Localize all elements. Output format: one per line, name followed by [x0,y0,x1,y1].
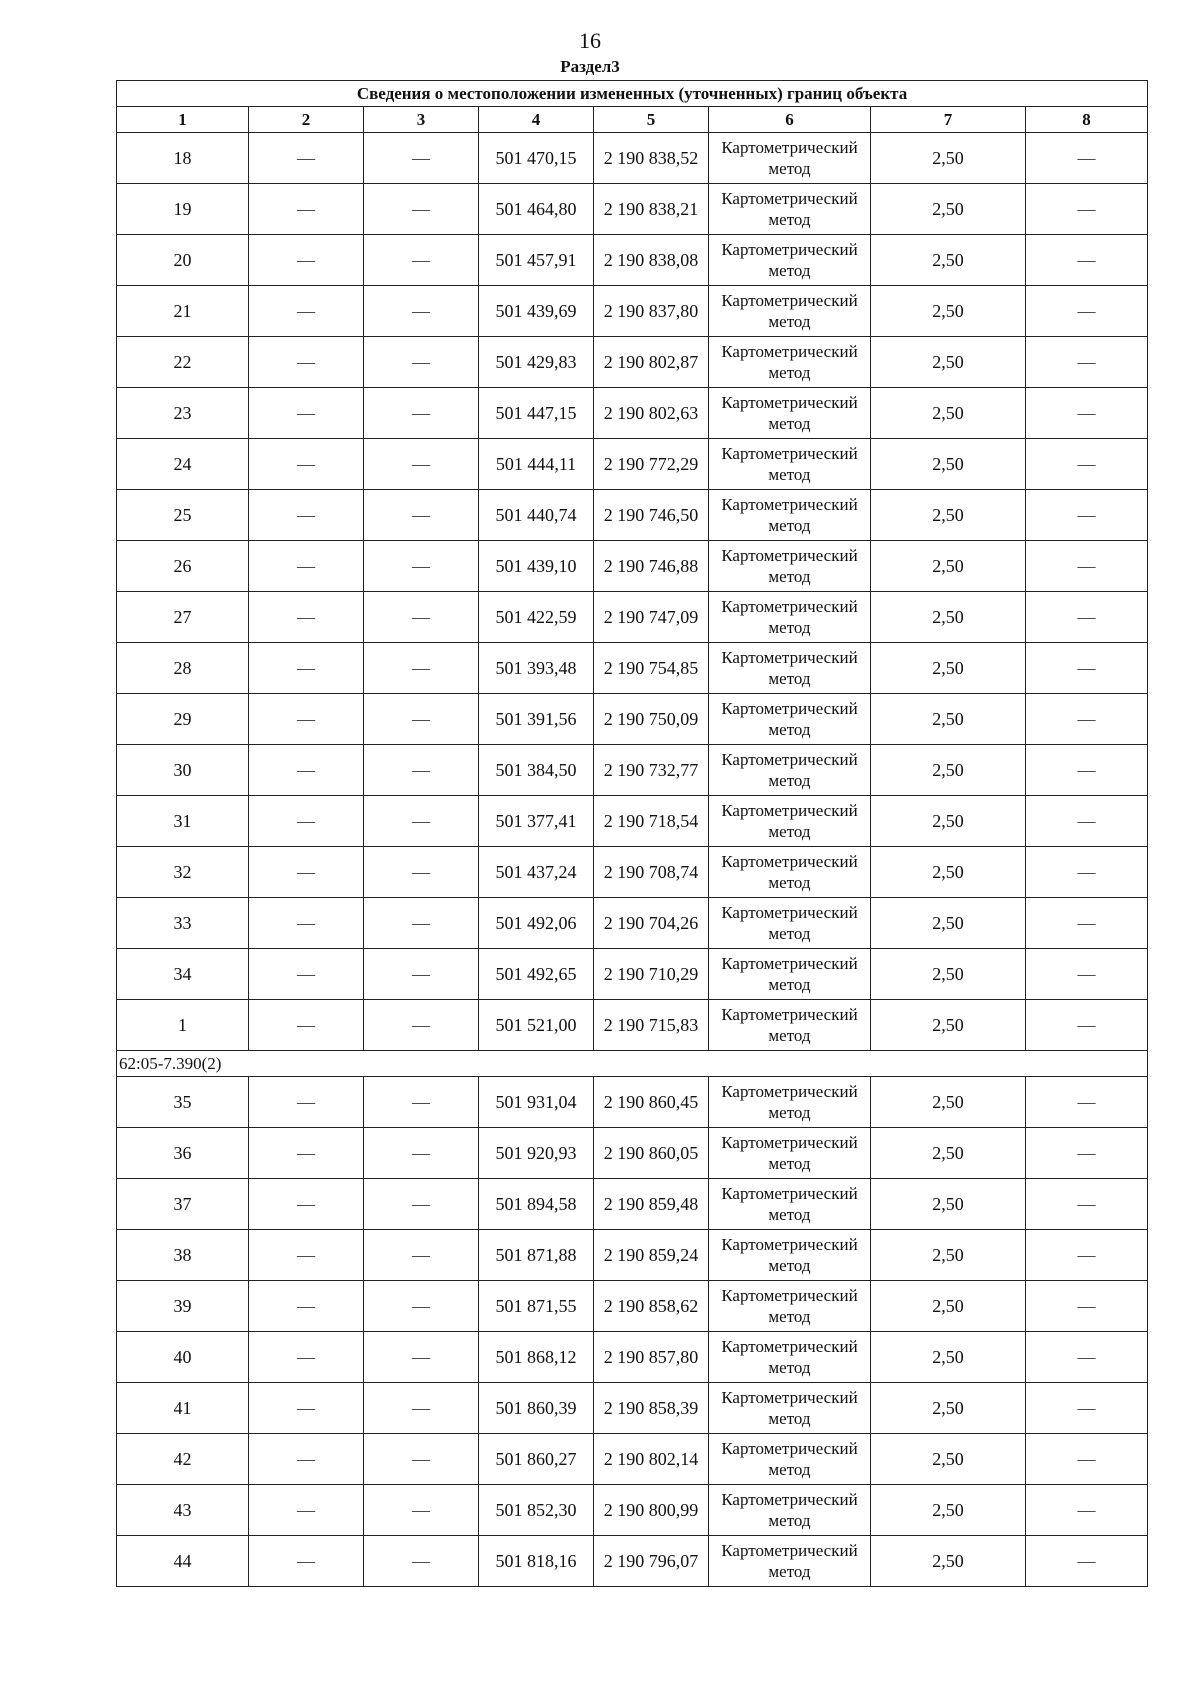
point-number: 22 [117,337,249,388]
x-coordinate: 501 868,12 [479,1332,594,1383]
y-coordinate: 2 190 859,48 [594,1179,709,1230]
accuracy-value: 2,50 [871,184,1026,235]
empty-dash: — [1026,1434,1148,1485]
empty-dash: — [364,439,479,490]
empty-dash: — [249,643,364,694]
accuracy-value: 2,50 [871,847,1026,898]
empty-dash: — [364,490,479,541]
method-cell: Картометрический метод [709,1077,871,1128]
column-number: 5 [594,107,709,133]
table-row [117,235,1148,286]
empty-dash: — [249,1485,364,1536]
empty-dash: — [249,1179,364,1230]
empty-dash: — [364,235,479,286]
point-number: 33 [117,898,249,949]
table-body [117,133,1148,1587]
table-row [117,1536,1148,1587]
empty-dash: — [364,1383,479,1434]
table-row [117,1230,1148,1281]
y-coordinate: 2 190 838,21 [594,184,709,235]
point-number: 39 [117,1281,249,1332]
column-number: 1 [117,107,249,133]
y-coordinate: 2 190 715,83 [594,1000,709,1051]
empty-dash: — [1026,541,1148,592]
point-number: 40 [117,1332,249,1383]
empty-dash: — [1026,898,1148,949]
empty-dash: — [1026,1000,1148,1051]
empty-dash: — [1026,1281,1148,1332]
y-coordinate: 2 190 838,52 [594,133,709,184]
y-coordinate: 2 190 859,24 [594,1230,709,1281]
x-coordinate: 501 422,59 [479,592,594,643]
y-coordinate: 2 190 754,85 [594,643,709,694]
y-coordinate: 2 190 860,45 [594,1077,709,1128]
y-coordinate: 2 190 858,39 [594,1383,709,1434]
x-coordinate: 501 440,74 [479,490,594,541]
table-row [117,184,1148,235]
table-row [117,337,1148,388]
table-row [117,439,1148,490]
accuracy-value: 2,50 [871,490,1026,541]
method-cell: Картометрический метод [709,1179,871,1230]
method-cell: Картометрический метод [709,847,871,898]
empty-dash: — [1026,1536,1148,1587]
point-number: 25 [117,490,249,541]
empty-dash: — [364,133,479,184]
accuracy-value: 2,50 [871,949,1026,1000]
empty-dash: — [249,898,364,949]
table-row [117,1128,1148,1179]
point-number: 38 [117,1230,249,1281]
method-cell: Картометрический метод [709,1434,871,1485]
accuracy-value: 2,50 [871,1332,1026,1383]
empty-dash: — [249,1434,364,1485]
empty-dash: — [364,1434,479,1485]
point-number: 26 [117,541,249,592]
empty-dash: — [249,1000,364,1051]
table-row [117,643,1148,694]
empty-dash: — [249,184,364,235]
accuracy-value: 2,50 [871,694,1026,745]
y-coordinate: 2 190 802,63 [594,388,709,439]
method-cell: Картометрический метод [709,949,871,1000]
y-coordinate: 2 190 704,26 [594,898,709,949]
table-row [117,490,1148,541]
empty-dash: — [364,1077,479,1128]
y-coordinate: 2 190 796,07 [594,1536,709,1587]
point-number: 34 [117,949,249,1000]
empty-dash: — [364,1179,479,1230]
x-coordinate: 501 818,16 [479,1536,594,1587]
y-coordinate: 2 190 802,14 [594,1434,709,1485]
point-number: 36 [117,1128,249,1179]
table-row [117,388,1148,439]
empty-dash: — [249,286,364,337]
method-cell: Картометрический метод [709,592,871,643]
y-coordinate: 2 190 800,99 [594,1485,709,1536]
x-coordinate: 501 521,00 [479,1000,594,1051]
parcel-group-label: 62:05-7.390(2) [117,1051,1148,1077]
accuracy-value: 2,50 [871,235,1026,286]
accuracy-value: 2,50 [871,1536,1026,1587]
table-row [117,1000,1148,1051]
empty-dash: — [249,847,364,898]
method-cell: Картометрический метод [709,898,871,949]
empty-dash: — [364,949,479,1000]
point-number: 21 [117,286,249,337]
empty-dash: — [1026,847,1148,898]
x-coordinate: 501 437,24 [479,847,594,898]
method-cell: Картометрический метод [709,745,871,796]
empty-dash: — [249,1077,364,1128]
accuracy-value: 2,50 [871,1485,1026,1536]
empty-dash: — [1026,1230,1148,1281]
empty-dash: — [1026,1128,1148,1179]
y-coordinate: 2 190 708,74 [594,847,709,898]
accuracy-value: 2,50 [871,796,1026,847]
empty-dash: — [364,337,479,388]
section-title: Раздел3 [560,57,620,76]
accuracy-value: 2,50 [871,1077,1026,1128]
method-cell: Картометрический метод [709,388,871,439]
table-row [117,847,1148,898]
empty-dash: — [364,592,479,643]
accuracy-value: 2,50 [871,898,1026,949]
empty-dash: — [249,1281,364,1332]
table-row [117,592,1148,643]
method-cell: Картометрический метод [709,337,871,388]
accuracy-value: 2,50 [871,286,1026,337]
column-number: 8 [1026,107,1148,133]
empty-dash: — [1026,439,1148,490]
empty-dash: — [249,1128,364,1179]
y-coordinate: 2 190 750,09 [594,694,709,745]
empty-dash: — [249,745,364,796]
y-coordinate: 2 190 838,08 [594,235,709,286]
y-coordinate: 2 190 802,87 [594,337,709,388]
point-number: 43 [117,1485,249,1536]
x-coordinate: 501 384,50 [479,745,594,796]
empty-dash: — [1026,796,1148,847]
table-row [117,1332,1148,1383]
empty-dash: — [1026,133,1148,184]
x-coordinate: 501 393,48 [479,643,594,694]
empty-dash: — [249,1332,364,1383]
empty-dash: — [1026,184,1148,235]
y-coordinate: 2 190 857,80 [594,1332,709,1383]
column-number: 7 [871,107,1026,133]
y-coordinate: 2 190 747,09 [594,592,709,643]
empty-dash: — [1026,337,1148,388]
table-row [117,541,1148,592]
x-coordinate: 501 470,15 [479,133,594,184]
page-number: 16 [579,28,601,53]
point-number: 24 [117,439,249,490]
empty-dash: — [249,796,364,847]
accuracy-value: 2,50 [871,592,1026,643]
x-coordinate: 501 860,27 [479,1434,594,1485]
empty-dash: — [364,1536,479,1587]
x-coordinate: 501 871,88 [479,1230,594,1281]
point-number: 19 [117,184,249,235]
empty-dash: — [1026,1383,1148,1434]
y-coordinate: 2 190 860,05 [594,1128,709,1179]
empty-dash: — [364,184,479,235]
empty-dash: — [249,388,364,439]
empty-dash: — [364,745,479,796]
accuracy-value: 2,50 [871,1383,1026,1434]
point-number: 41 [117,1383,249,1434]
point-number: 42 [117,1434,249,1485]
column-number: 3 [364,107,479,133]
point-number: 18 [117,133,249,184]
point-number: 31 [117,796,249,847]
empty-dash: — [1026,643,1148,694]
point-number: 30 [117,745,249,796]
parcel-group-row [117,1051,1148,1077]
empty-dash: — [364,694,479,745]
y-coordinate: 2 190 837,80 [594,286,709,337]
empty-dash: — [1026,235,1148,286]
empty-dash: — [249,439,364,490]
empty-dash: — [249,694,364,745]
method-cell: Картометрический метод [709,286,871,337]
table-row [117,694,1148,745]
point-number: 28 [117,643,249,694]
point-number: 23 [117,388,249,439]
accuracy-value: 2,50 [871,133,1026,184]
method-cell: Картометрический метод [709,1128,871,1179]
empty-dash: — [364,1485,479,1536]
x-coordinate: 501 492,65 [479,949,594,1000]
y-coordinate: 2 190 858,62 [594,1281,709,1332]
empty-dash: — [1026,1077,1148,1128]
method-cell: Картометрический метод [709,796,871,847]
y-coordinate: 2 190 746,50 [594,490,709,541]
y-coordinate: 2 190 732,77 [594,745,709,796]
boundary-coordinates-table [116,80,1148,1587]
empty-dash: — [249,235,364,286]
column-number: 4 [479,107,594,133]
table-row [117,898,1148,949]
empty-dash: — [364,643,479,694]
x-coordinate: 501 871,55 [479,1281,594,1332]
method-cell: Картометрический метод [709,1281,871,1332]
point-number: 27 [117,592,249,643]
method-cell: Картометрический метод [709,184,871,235]
x-coordinate: 501 464,80 [479,184,594,235]
x-coordinate: 501 439,69 [479,286,594,337]
empty-dash: — [364,847,479,898]
accuracy-value: 2,50 [871,541,1026,592]
y-coordinate: 2 190 746,88 [594,541,709,592]
y-coordinate: 2 190 710,29 [594,949,709,1000]
y-coordinate: 2 190 772,29 [594,439,709,490]
table-title: Сведения о местоположении измененных (уточненных) границ объекта [117,81,1148,107]
empty-dash: — [249,592,364,643]
empty-dash: — [364,1281,479,1332]
empty-dash: — [364,1000,479,1051]
accuracy-value: 2,50 [871,1179,1026,1230]
empty-dash: — [249,490,364,541]
point-number: 32 [117,847,249,898]
method-cell: Картометрический метод [709,1536,871,1587]
point-number: 35 [117,1077,249,1128]
empty-dash: — [249,1383,364,1434]
point-number: 44 [117,1536,249,1587]
x-coordinate: 501 444,11 [479,439,594,490]
table-row [117,133,1148,184]
empty-dash: — [249,1230,364,1281]
method-cell: Картометрический метод [709,1383,871,1434]
x-coordinate: 501 457,91 [479,235,594,286]
empty-dash: — [1026,592,1148,643]
empty-dash: — [364,388,479,439]
table-row [117,745,1148,796]
accuracy-value: 2,50 [871,643,1026,694]
table-row [117,1179,1148,1230]
point-number: 37 [117,1179,249,1230]
table-row [117,1383,1148,1434]
accuracy-value: 2,50 [871,1128,1026,1179]
empty-dash: — [1026,949,1148,1000]
empty-dash: — [364,286,479,337]
accuracy-value: 2,50 [871,1434,1026,1485]
empty-dash: — [1026,286,1148,337]
empty-dash: — [249,949,364,1000]
x-coordinate: 501 377,41 [479,796,594,847]
table-row [117,286,1148,337]
accuracy-value: 2,50 [871,388,1026,439]
method-cell: Картометрический метод [709,235,871,286]
method-cell: Картометрический метод [709,541,871,592]
table-row [117,949,1148,1000]
empty-dash: — [364,1230,479,1281]
empty-dash: — [364,541,479,592]
x-coordinate: 501 931,04 [479,1077,594,1128]
x-coordinate: 501 894,58 [479,1179,594,1230]
method-cell: Картометрический метод [709,1000,871,1051]
table-row [117,1077,1148,1128]
table-row [117,796,1148,847]
x-coordinate: 501 429,83 [479,337,594,388]
table-row [117,1485,1148,1536]
accuracy-value: 2,50 [871,1000,1026,1051]
empty-dash: — [1026,745,1148,796]
point-number: 1 [117,1000,249,1051]
method-cell: Картометрический метод [709,133,871,184]
x-coordinate: 501 447,15 [479,388,594,439]
point-number: 29 [117,694,249,745]
empty-dash: — [364,898,479,949]
x-coordinate: 501 920,93 [479,1128,594,1179]
empty-dash: — [1026,490,1148,541]
table-row [117,1434,1148,1485]
empty-dash: — [364,796,479,847]
accuracy-value: 2,50 [871,745,1026,796]
empty-dash: — [1026,1485,1148,1536]
table-row [117,1281,1148,1332]
empty-dash: — [249,337,364,388]
method-cell: Картометрический метод [709,694,871,745]
y-coordinate: 2 190 718,54 [594,796,709,847]
x-coordinate: 501 439,10 [479,541,594,592]
empty-dash: — [364,1332,479,1383]
empty-dash: — [249,133,364,184]
x-coordinate: 501 492,06 [479,898,594,949]
empty-dash: — [1026,388,1148,439]
accuracy-value: 2,50 [871,1281,1026,1332]
method-cell: Картометрический метод [709,439,871,490]
method-cell: Картометрический метод [709,1485,871,1536]
empty-dash: — [249,541,364,592]
column-number: 2 [249,107,364,133]
column-number: 6 [709,107,871,133]
method-cell: Картометрический метод [709,643,871,694]
x-coordinate: 501 391,56 [479,694,594,745]
method-cell: Картометрический метод [709,1230,871,1281]
x-coordinate: 501 852,30 [479,1485,594,1536]
empty-dash: — [1026,1332,1148,1383]
empty-dash: — [364,1128,479,1179]
empty-dash: — [249,1536,364,1587]
accuracy-value: 2,50 [871,1230,1026,1281]
column-number-row [117,107,1148,133]
method-cell: Картометрический метод [709,1332,871,1383]
x-coordinate: 501 860,39 [479,1383,594,1434]
accuracy-value: 2,50 [871,337,1026,388]
method-cell: Картометрический метод [709,490,871,541]
empty-dash: — [1026,1179,1148,1230]
point-number: 20 [117,235,249,286]
accuracy-value: 2,50 [871,439,1026,490]
empty-dash: — [1026,694,1148,745]
